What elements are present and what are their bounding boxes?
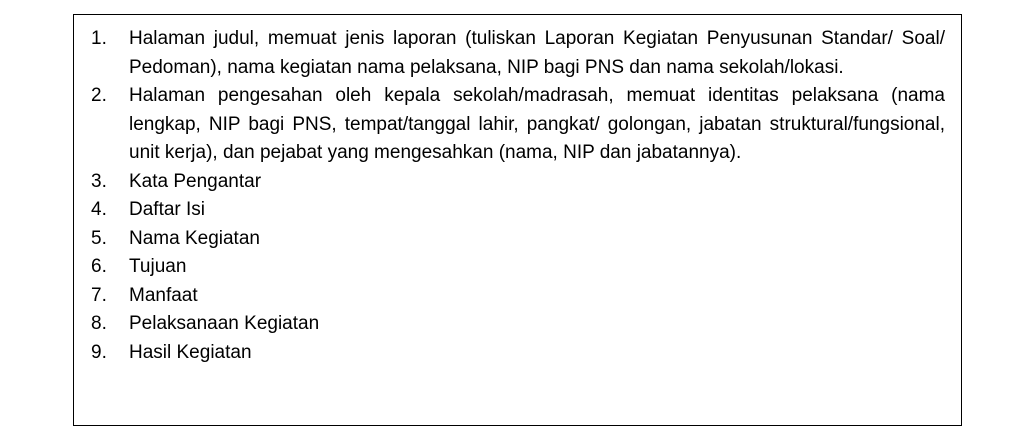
list-item-text: Pelaksanaan Kegiatan	[129, 313, 320, 334]
list-item-number: 9.	[91, 341, 107, 363]
list-item	[74, 310, 961, 339]
list-item-text: Hasil Kegiatan	[129, 341, 252, 363]
numbered-list	[74, 25, 961, 367]
content-box	[73, 14, 962, 426]
list-item	[74, 339, 961, 368]
list-item-number: 7.	[91, 284, 107, 306]
list-item	[74, 196, 961, 225]
list-item-text: Manfaat	[129, 284, 198, 306]
list-item-text: Kata Pengantar	[129, 170, 262, 192]
list-item	[74, 225, 961, 254]
list-item	[74, 253, 961, 282]
list-item-text: Tujuan	[129, 256, 187, 277]
list-item-number: 8.	[91, 313, 107, 334]
list-item-text: Halaman judul, memuat jenis laporan (tuliskan Laporan Kegiatan Penyusunan Standar/ Soal/ Pedoman), nama kegiatan nama pelaksana, NIP bagi PNS dan nama sekolah/lokasi.	[129, 28, 945, 78]
list-item-text: Halaman pengesahan oleh kepala sekolah/madrasah, memuat identitas pelaksana (nama lengkap, NIP bagi PNS, tempat/tanggal lahir, pangkat/ golongan, jabatan struktural/fungsional, unit kerja), dan pejabat yang mengesahkan (nama, NIP dan jabatannya).	[129, 85, 945, 163]
list-item	[74, 82, 961, 168]
list-item-number: 3.	[91, 170, 107, 192]
list-item-number: 1.	[91, 28, 107, 49]
list-item-text: Nama Kegiatan	[129, 227, 260, 249]
list-item-number: 4.	[91, 199, 107, 220]
list-item	[74, 168, 961, 197]
list-item-number: 2.	[91, 85, 107, 106]
list-item	[74, 25, 961, 82]
list-item	[74, 282, 961, 311]
list-item-text: Daftar Isi	[129, 199, 206, 220]
list-item-number: 6.	[91, 256, 107, 277]
list-item-number: 5.	[91, 227, 107, 249]
